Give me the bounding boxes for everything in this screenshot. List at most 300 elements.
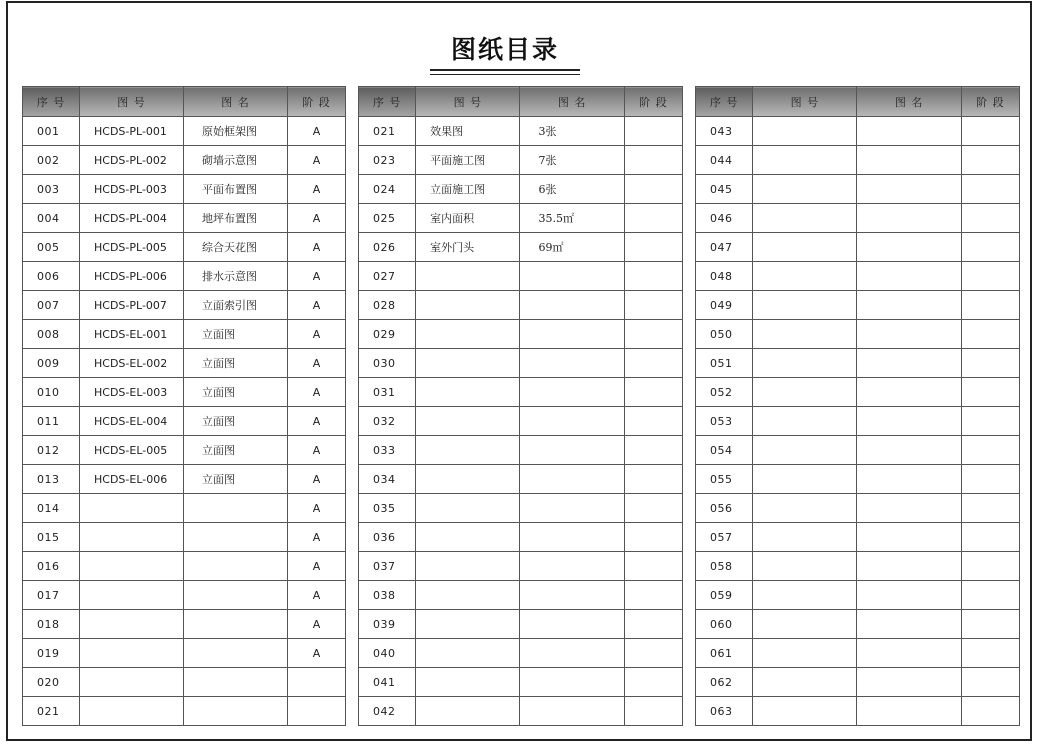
cell-seq: 001 — [23, 117, 80, 146]
cell-stage — [961, 610, 1019, 639]
cell-seq: 018 — [23, 610, 80, 639]
title-underline — [430, 69, 580, 71]
cell-seq: 026 — [359, 233, 416, 262]
table-row — [696, 378, 1020, 407]
cell-stage — [624, 262, 682, 291]
cell-stage — [961, 639, 1019, 668]
cell-name — [857, 697, 961, 726]
cell-seq: 032 — [359, 407, 416, 436]
cell-stage — [961, 668, 1019, 697]
cell-stage — [961, 697, 1019, 726]
cell-number — [416, 320, 520, 349]
cell-number — [416, 552, 520, 581]
cell-name — [857, 465, 961, 494]
cell-number: 效果图 — [416, 117, 520, 146]
cell-seq: 017 — [23, 581, 80, 610]
cell-number — [416, 494, 520, 523]
cell-name — [857, 610, 961, 639]
cell-seq: 043 — [696, 117, 753, 146]
cell-name: 立面图 — [184, 349, 288, 378]
table-row — [696, 697, 1020, 726]
cell-seq: 023 — [359, 146, 416, 175]
cell-stage — [961, 262, 1019, 291]
table-row — [359, 291, 683, 320]
cell-seq: 057 — [696, 523, 753, 552]
cell-seq: 021 — [359, 117, 416, 146]
header-stage: 阶 段 — [288, 87, 346, 117]
table-row — [23, 668, 346, 697]
cell-seq: 054 — [696, 436, 753, 465]
cell-number — [416, 581, 520, 610]
cell-name — [184, 581, 288, 610]
cell-seq: 046 — [696, 204, 753, 233]
cell-stage — [961, 494, 1019, 523]
cell-number: 室外门头 — [416, 233, 520, 262]
cell-number — [80, 610, 184, 639]
cell-name — [857, 552, 961, 581]
cell-number — [80, 581, 184, 610]
table-row — [23, 465, 346, 494]
cell-number — [753, 320, 857, 349]
cell-number — [416, 436, 520, 465]
cell-name — [520, 320, 624, 349]
cell-seq: 006 — [23, 262, 80, 291]
cell-seq: 020 — [23, 668, 80, 697]
cell-stage: A — [288, 465, 346, 494]
cell-stage: A — [288, 262, 346, 291]
cell-number: HCDS-EL-006 — [80, 465, 184, 494]
cell-number — [80, 523, 184, 552]
table-row — [696, 436, 1020, 465]
cell-stage — [961, 175, 1019, 204]
cell-name — [184, 494, 288, 523]
table-row — [696, 262, 1020, 291]
cell-stage — [624, 117, 682, 146]
cell-number: HCDS-EL-004 — [80, 407, 184, 436]
cell-name — [520, 552, 624, 581]
cell-name — [857, 523, 961, 552]
cell-seq: 011 — [23, 407, 80, 436]
cell-number — [416, 697, 520, 726]
table-row — [359, 465, 683, 494]
cell-seq: 028 — [359, 291, 416, 320]
cell-stage: A — [288, 291, 346, 320]
table-row — [696, 407, 1020, 436]
cell-stage: A — [288, 175, 346, 204]
cell-name — [857, 117, 961, 146]
table-row — [23, 407, 346, 436]
header-name: 图 名 — [857, 87, 961, 117]
table-row — [696, 465, 1020, 494]
cell-stage — [624, 378, 682, 407]
cell-seq: 037 — [359, 552, 416, 581]
drawing-catalog-table-3 — [695, 86, 1020, 726]
cell-seq: 009 — [23, 349, 80, 378]
table-row — [23, 233, 346, 262]
cell-number — [416, 262, 520, 291]
table-row — [359, 697, 683, 726]
header-stage: 阶 段 — [624, 87, 682, 117]
cell-seq: 004 — [23, 204, 80, 233]
cell-name — [857, 407, 961, 436]
cell-seq: 012 — [23, 436, 80, 465]
cell-name: 平面布置图 — [184, 175, 288, 204]
cell-number — [753, 639, 857, 668]
cell-number — [416, 378, 520, 407]
cell-seq: 031 — [359, 378, 416, 407]
cell-number — [416, 523, 520, 552]
cell-name — [520, 262, 624, 291]
cell-stage — [624, 291, 682, 320]
cell-name: 砌墙示意图 — [184, 146, 288, 175]
table-row — [23, 581, 346, 610]
cell-name — [520, 407, 624, 436]
drawing-catalog-table-1 — [22, 86, 346, 726]
table-row — [696, 117, 1020, 146]
cell-number: HCDS-PL-005 — [80, 233, 184, 262]
table-row — [23, 494, 346, 523]
cell-name — [520, 668, 624, 697]
cell-name: 地坪布置图 — [184, 204, 288, 233]
cell-number — [753, 494, 857, 523]
cell-number: HCDS-EL-001 — [80, 320, 184, 349]
table-row — [23, 436, 346, 465]
cell-stage — [624, 581, 682, 610]
cell-seq: 060 — [696, 610, 753, 639]
cell-number — [753, 349, 857, 378]
cell-seq: 013 — [23, 465, 80, 494]
cell-number: 平面施工图 — [416, 146, 520, 175]
cell-number — [753, 436, 857, 465]
cell-number — [753, 378, 857, 407]
cell-number — [753, 204, 857, 233]
table-row — [23, 552, 346, 581]
cell-name — [520, 494, 624, 523]
header-seq: 序 号 — [696, 87, 753, 117]
cell-seq: 014 — [23, 494, 80, 523]
cell-seq: 021 — [23, 697, 80, 726]
cell-number — [416, 610, 520, 639]
cell-number: HCDS-PL-001 — [80, 117, 184, 146]
cell-name: 3张 — [520, 117, 624, 146]
cell-seq: 051 — [696, 349, 753, 378]
cell-name: 7张 — [520, 146, 624, 175]
cell-name — [184, 523, 288, 552]
cell-name — [520, 581, 624, 610]
cell-seq: 002 — [23, 146, 80, 175]
drawing-catalog-table-2 — [358, 86, 683, 726]
table-row — [696, 291, 1020, 320]
cell-number — [80, 668, 184, 697]
table-row — [23, 523, 346, 552]
table-row — [696, 668, 1020, 697]
cell-number: HCDS-PL-006 — [80, 262, 184, 291]
cell-name: 立面索引图 — [184, 291, 288, 320]
table-row — [359, 552, 683, 581]
cell-seq: 036 — [359, 523, 416, 552]
cell-seq: 053 — [696, 407, 753, 436]
cell-stage — [624, 320, 682, 349]
cell-name — [857, 668, 961, 697]
table-row — [696, 204, 1020, 233]
cell-stage — [624, 697, 682, 726]
cell-seq: 024 — [359, 175, 416, 204]
cell-stage — [961, 523, 1019, 552]
cell-seq: 008 — [23, 320, 80, 349]
cell-seq: 041 — [359, 668, 416, 697]
cell-seq: 027 — [359, 262, 416, 291]
cell-number: HCDS-PL-004 — [80, 204, 184, 233]
cell-stage — [961, 349, 1019, 378]
cell-number — [753, 465, 857, 494]
cell-number — [80, 494, 184, 523]
cell-number: HCDS-EL-005 — [80, 436, 184, 465]
cell-stage — [961, 552, 1019, 581]
cell-seq: 010 — [23, 378, 80, 407]
cell-stage — [961, 407, 1019, 436]
cell-number: HCDS-PL-003 — [80, 175, 184, 204]
cell-name — [184, 552, 288, 581]
cell-seq: 029 — [359, 320, 416, 349]
table-header-row — [23, 87, 346, 117]
cell-name — [520, 610, 624, 639]
cell-name: 原始框架图 — [184, 117, 288, 146]
cell-stage: A — [288, 407, 346, 436]
table-row — [23, 291, 346, 320]
header-number: 图 号 — [753, 87, 857, 117]
cell-name — [857, 581, 961, 610]
cell-stage — [961, 233, 1019, 262]
table-row — [696, 610, 1020, 639]
table-row — [696, 494, 1020, 523]
table-row — [359, 494, 683, 523]
cell-seq: 058 — [696, 552, 753, 581]
cell-name: 35.5㎡ — [520, 204, 624, 233]
cell-seq: 056 — [696, 494, 753, 523]
cell-seq: 035 — [359, 494, 416, 523]
cell-stage — [624, 465, 682, 494]
table-row — [359, 610, 683, 639]
cell-stage — [624, 494, 682, 523]
table-row — [23, 610, 346, 639]
table-row — [696, 233, 1020, 262]
cell-seq: 030 — [359, 349, 416, 378]
cell-seq: 049 — [696, 291, 753, 320]
cell-seq: 048 — [696, 262, 753, 291]
cell-stage — [624, 349, 682, 378]
cell-number — [753, 146, 857, 175]
cell-stage: A — [288, 494, 346, 523]
cell-stage — [961, 581, 1019, 610]
cell-number — [753, 552, 857, 581]
cell-number — [416, 407, 520, 436]
cell-number — [753, 233, 857, 262]
cell-name: 立面图 — [184, 436, 288, 465]
cell-stage: A — [288, 610, 346, 639]
cell-stage: A — [288, 320, 346, 349]
header-number: 图 号 — [80, 87, 184, 117]
cell-stage: A — [288, 204, 346, 233]
cell-name — [184, 610, 288, 639]
cell-seq: 061 — [696, 639, 753, 668]
table-row — [359, 581, 683, 610]
table-row — [23, 146, 346, 175]
cell-name — [857, 262, 961, 291]
cell-seq: 007 — [23, 291, 80, 320]
cell-name — [857, 175, 961, 204]
cell-stage — [961, 291, 1019, 320]
table-row — [359, 233, 683, 262]
cell-number — [753, 668, 857, 697]
cell-name — [520, 291, 624, 320]
cell-name — [857, 378, 961, 407]
cell-stage: A — [288, 378, 346, 407]
table-row — [23, 175, 346, 204]
cell-number — [416, 349, 520, 378]
table-row — [696, 581, 1020, 610]
table-row — [359, 523, 683, 552]
header-stage: 阶 段 — [961, 87, 1019, 117]
cell-seq: 045 — [696, 175, 753, 204]
cell-stage: A — [288, 523, 346, 552]
cell-seq: 042 — [359, 697, 416, 726]
cell-number — [753, 175, 857, 204]
cell-name: 69㎡ — [520, 233, 624, 262]
cell-number — [753, 581, 857, 610]
cell-name — [520, 378, 624, 407]
table-header-row — [696, 87, 1020, 117]
table-row — [359, 378, 683, 407]
table-row — [23, 697, 346, 726]
table-row — [696, 349, 1020, 378]
header-name: 图 名 — [184, 87, 288, 117]
cell-stage — [624, 639, 682, 668]
table-row — [359, 436, 683, 465]
cell-number — [753, 523, 857, 552]
table-row — [23, 378, 346, 407]
cell-stage — [624, 146, 682, 175]
cell-seq: 015 — [23, 523, 80, 552]
cell-name — [520, 436, 624, 465]
cell-name — [184, 639, 288, 668]
cell-name: 立面图 — [184, 407, 288, 436]
cell-stage: A — [288, 349, 346, 378]
cell-name — [857, 436, 961, 465]
page-title: 图纸目录 — [450, 35, 559, 64]
cell-name: 立面图 — [184, 465, 288, 494]
cell-seq: 038 — [359, 581, 416, 610]
cell-name — [857, 291, 961, 320]
cell-stage — [961, 204, 1019, 233]
cell-seq: 055 — [696, 465, 753, 494]
cell-seq: 019 — [23, 639, 80, 668]
table-row — [359, 668, 683, 697]
cell-stage — [961, 436, 1019, 465]
table-row — [696, 320, 1020, 349]
cell-stage — [961, 320, 1019, 349]
cell-number: 立面施工图 — [416, 175, 520, 204]
cell-number: HCDS-EL-003 — [80, 378, 184, 407]
cell-seq: 059 — [696, 581, 753, 610]
cell-stage — [624, 610, 682, 639]
cell-number — [80, 697, 184, 726]
cell-stage — [961, 117, 1019, 146]
table-row — [359, 204, 683, 233]
cell-seq: 003 — [23, 175, 80, 204]
cell-name — [184, 668, 288, 697]
cell-stage — [624, 668, 682, 697]
cell-seq: 050 — [696, 320, 753, 349]
cell-name — [857, 639, 961, 668]
cell-seq: 025 — [359, 204, 416, 233]
cell-stage — [961, 465, 1019, 494]
cell-seq: 016 — [23, 552, 80, 581]
cell-seq: 040 — [359, 639, 416, 668]
cell-name: 6张 — [520, 175, 624, 204]
cell-stage: A — [288, 233, 346, 262]
table-header-row — [359, 87, 683, 117]
table-row — [359, 117, 683, 146]
table-row — [23, 204, 346, 233]
cell-number — [80, 639, 184, 668]
cell-name — [857, 233, 961, 262]
cell-number — [416, 668, 520, 697]
cell-number: HCDS-PL-002 — [80, 146, 184, 175]
cell-stage: A — [288, 639, 346, 668]
title-underline-thin — [430, 74, 580, 75]
cell-name: 立面图 — [184, 378, 288, 407]
cell-number: 室内面积 — [416, 204, 520, 233]
table-row — [23, 262, 346, 291]
header-seq: 序 号 — [23, 87, 80, 117]
cell-stage — [624, 552, 682, 581]
cell-number — [753, 117, 857, 146]
cell-name — [857, 204, 961, 233]
cell-stage: A — [288, 552, 346, 581]
cell-stage — [624, 436, 682, 465]
cell-stage: A — [288, 117, 346, 146]
table-row — [359, 407, 683, 436]
header-seq: 序 号 — [359, 87, 416, 117]
cell-number — [80, 552, 184, 581]
table-row — [696, 523, 1020, 552]
cell-stage — [288, 697, 346, 726]
cell-name: 立面图 — [184, 320, 288, 349]
table-row — [359, 262, 683, 291]
cell-stage — [624, 204, 682, 233]
cell-stage — [624, 233, 682, 262]
cell-number — [753, 262, 857, 291]
cell-number — [753, 610, 857, 639]
table-row — [359, 349, 683, 378]
table-row — [696, 146, 1020, 175]
table-row — [696, 552, 1020, 581]
cell-stage: A — [288, 436, 346, 465]
cell-name: 排水示意图 — [184, 262, 288, 291]
cell-number — [416, 291, 520, 320]
cell-name — [520, 465, 624, 494]
cell-stage — [624, 407, 682, 436]
cell-name — [857, 494, 961, 523]
cell-stage — [624, 175, 682, 204]
cell-seq: 005 — [23, 233, 80, 262]
cell-stage: A — [288, 146, 346, 175]
cell-number — [416, 465, 520, 494]
cell-name — [857, 320, 961, 349]
cell-seq: 063 — [696, 697, 753, 726]
cell-name — [520, 697, 624, 726]
cell-seq: 044 — [696, 146, 753, 175]
